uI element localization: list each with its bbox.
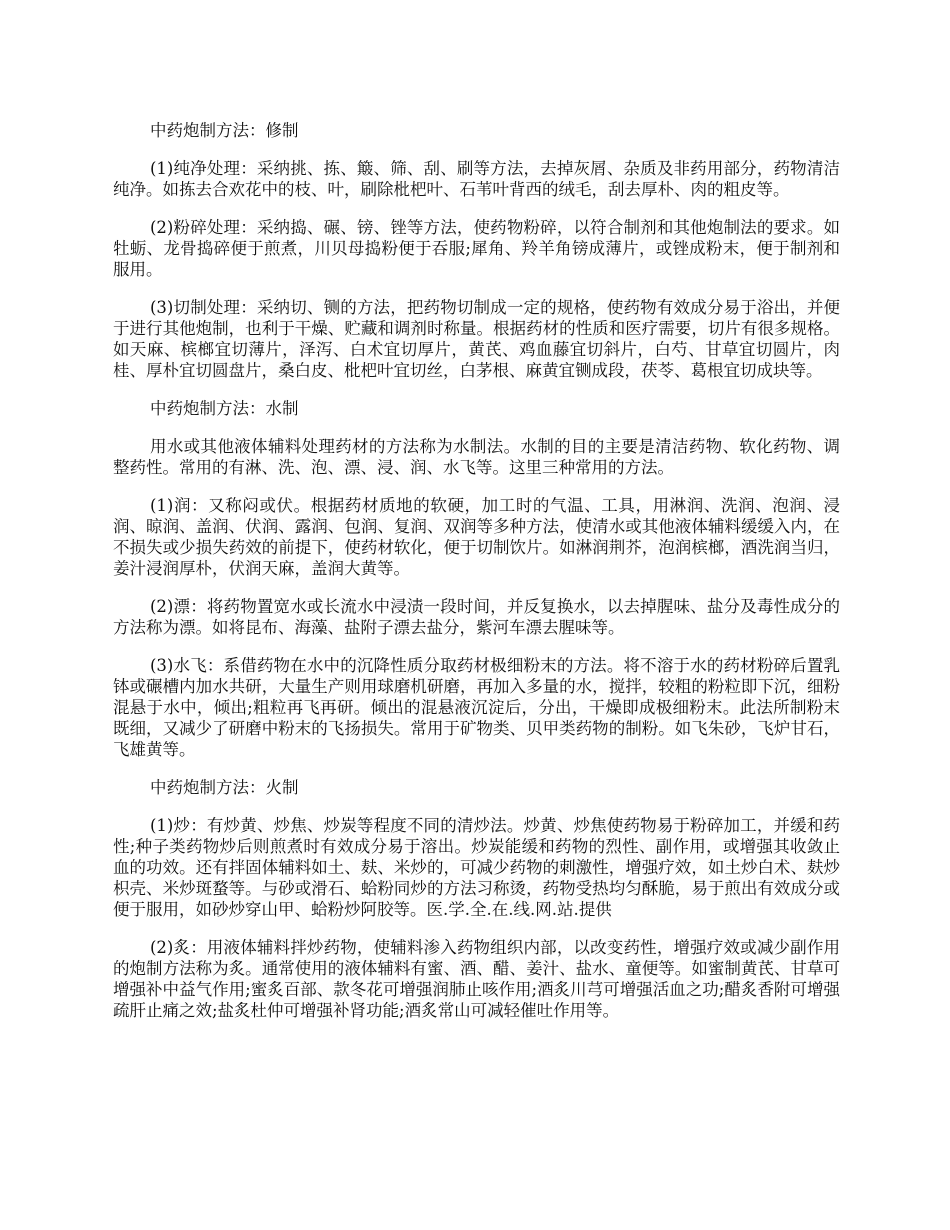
paragraph: (3)水飞：系借药物在水中的沉降性质分取药材极细粉末的方法。将不溶于水的药材粉碎后置乳钵或碾槽内加水共研，大量生产则用球磨机研磨，再加入多量的水，搅拌，较粗的粉粒即下沉，细粉混悬于水中，倾出;粗粒再飞再研。倾出的混悬液沉淀后，分出，干燥即成极细粉末。此法所制粉末既细，又减少了研磨中粉末的飞扬损失。常用于矿物类、贝甲类药物的制粉。如飞朱砂，飞炉甘石，飞雄黄等。	[113, 656, 840, 759]
paragraph: (1)炒：有炒黄、炒焦、炒炭等程度不同的清炒法。炒黄、炒焦使药物易于粉碎加工，并缓和药性;种子类药物炒后则煎煮时有效成分易于溶出。炒炭能缓和药物的烈性、副作用，或增强其收敛止血的功效。还有拌固体辅料如土、麸、米炒的，可减少药物的刺激性，增强疗效，如土炒白术、麸炒枳壳、米炒斑蝥等。与砂或滑石、蛤粉同炒的方法习称烫，药物受热均匀酥脆，易于煎出有效成分或便于服用，如砂炒穿山甲、蛤粉炒阿胶等。医.学.全.在.线.网.站.提供	[113, 816, 840, 919]
paragraph: (2)炙：用液体辅料拌炒药物，使辅料渗入药物组织内部，以改变药性，增强疗效或减少副作用的炮制方法称为炙。通常使用的液体辅料有蜜、酒、醋、姜汁、盐水、童便等。如蜜制黄芪、甘草可增强补中益气作用;蜜炙百部、款冬花可增强润肺止咳作用;酒炙川芎可增强活血之功;醋炙香附可增强疏肝止痛之效;盐炙杜仲可增强补肾功能;酒炙常山可减轻催吐作用等。	[113, 938, 840, 1020]
document-page	[113, 120, 840, 1038]
section-heading: 中药炮制方法：水制	[150, 399, 299, 418]
paragraph: (1)润：又称闷或伏。根据药材质地的软硬，加工时的气温、工具，用淋润、洗润、泡润、浸润、晾润、盖润、伏润、露润、包润、复润、双润等多种方法，使清水或其他液体辅料缓缓入内，在不损失或少损失药效的前提下，使药材软化，便于切制饮片。如淋润荆芥，泡润槟榔，酒洗润当归，姜汁浸润厚朴，伏润天麻，盖润大黄等。	[113, 496, 840, 578]
paragraph: (2)漂：将药物置宽水或长流水中浸渍一段时间，并反复换水，以去掉腥味、盐分及毒性成分的方法称为漂。如将昆布、海藻、盐附子漂去盐分，紫河车漂去腥味等。	[113, 597, 840, 637]
paragraph: (1)纯净处理：采纳挑、拣、簸、筛、刮、刷等方法，去掉灰屑、杂质及非药用部分，药物清洁纯净。如拣去合欢花中的枝、叶，刷除枇杷叶、石苇叶背西的绒毛，刮去厚朴、肉的粗皮等。	[113, 159, 840, 199]
section-xiuzhi	[113, 120, 840, 381]
paragraph: (2)粉碎处理：采纳捣、碾、镑、锉等方法，使药物粉碎，以符合制剂和其他炮制法的要求。如牡蛎、龙骨捣碎便于煎煮，川贝母捣粉便于吞服;犀角、羚羊角镑成薄片，或锉成粉末，便于制剂和服用。	[113, 218, 840, 279]
section-shuizhi	[113, 398, 840, 760]
section-heading: 中药炮制方法：修制	[150, 121, 299, 140]
paragraph: 用水或其他液体辅料处理药材的方法称为水制法。水制的目的主要是清洁药物、软化药物、调整药性。常用的有淋、洗、泡、漂、浸、润、水飞等。这里三种常用的方法。	[113, 437, 840, 477]
paragraph: (3)切制处理：采纳切、铡的方法，把药物切制成一定的规格，使药物有效成分易于浴出，并便于进行其他炮制，也利于干燥、贮藏和调剂时称量。根据药材的性质和医疗需要，切片有很多规格。如天麻、槟榔宜切薄片，泽泻、白术宜切厚片，黄芪、鸡血藤宜切斜片，白芍、甘草宜切圆片，肉桂、厚朴宜切圆盘片，桑白皮、枇杷叶宜切丝，白茅根、麻黄宜铡成段，茯苓、葛根宜切成块等。	[113, 298, 840, 380]
section-huozhi	[113, 777, 840, 1021]
section-heading: 中药炮制方法：火制	[150, 778, 299, 797]
